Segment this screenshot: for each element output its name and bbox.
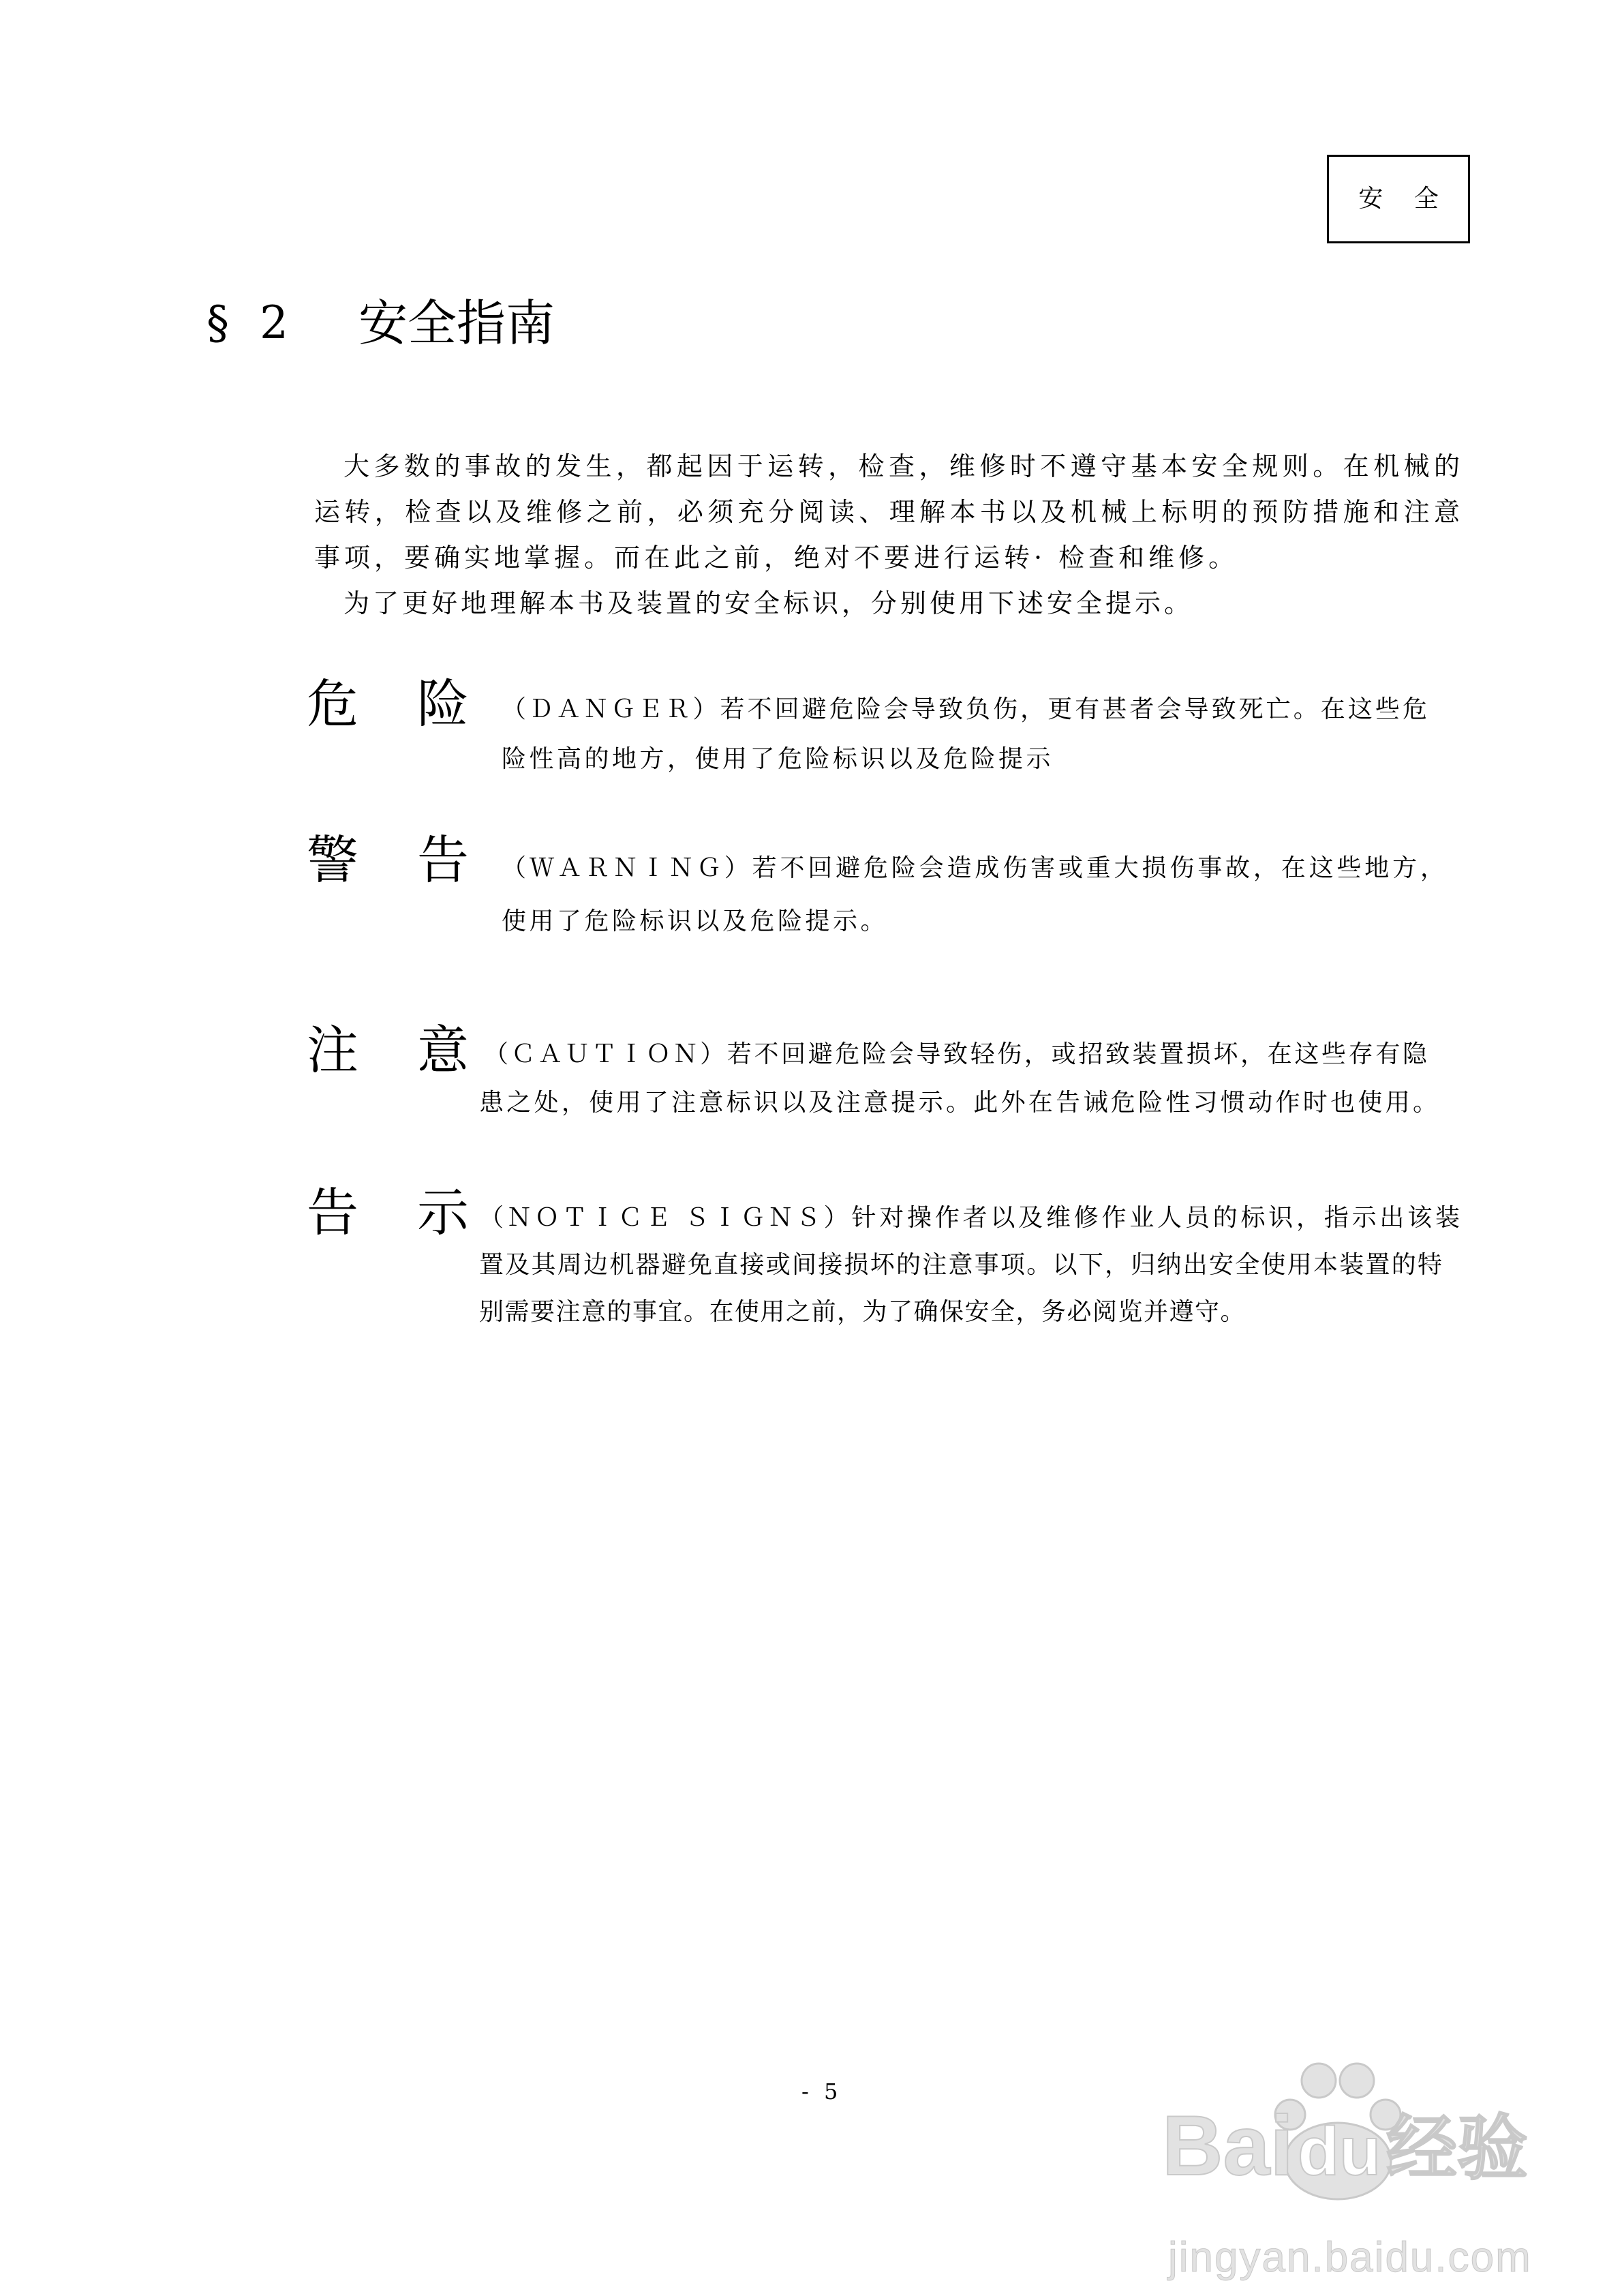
notice-text-line: （ＮＯＴＩＣＥ ＳＩＧＮＳ）针对操作者以及维修作业人员的标识，指示出该装 [479, 1204, 1460, 1232]
caution-text-line: 患之处，使用了注意标识以及注意提示。此外在告诫危险性习惯动作时也使用。 [479, 1089, 1437, 1117]
intro-line: 为了更好地理解本书及装置的安全标识，分别使用下述安全提示。 [343, 588, 1194, 618]
watermark-brand-left: Bai [1162, 2099, 1294, 2193]
warning-text-line: 使用了危险标识以及危险提示。 [502, 907, 889, 935]
warning-label-char: 告 [417, 830, 469, 890]
danger-text-line: 险性高的地方，使用了危险标识以及危险提示 [502, 745, 1054, 773]
section-tag-label: 安 全 [1358, 185, 1450, 213]
danger-label-char: 危 [307, 674, 358, 734]
warning-label-char: 警 [307, 830, 358, 890]
section-tag-box [1327, 155, 1470, 243]
warning-text-line: （ＷＡＲＮＩＮＧ）若不回避危险会造成伤害或重大损伤事故，在这些地方， [502, 854, 1445, 882]
watermark-brand-right: 经验 [1386, 2109, 1529, 2188]
notice-label-char: 告 [307, 1182, 358, 1243]
caution-label-char: 注 [307, 1020, 358, 1081]
notice-text-line: 置及其周边机器避免直接或间接损坏的注意事项。以下，归纳出安全使用本装置的特 [479, 1251, 1442, 1279]
caution-text-line: （ＣＡＵＴＩＯＮ）若不回避危险会导致轻伤，或招致装置损坏，在这些存有隐 [484, 1040, 1427, 1068]
danger-label-char: 险 [417, 674, 469, 734]
page-title: 安全指南 [358, 294, 555, 352]
intro-line: 大多数的事故的发生，都起因于运转，检查，维修时不遵守基本安全规则。在机械的 [343, 451, 1460, 481]
caution-label-char: 意 [417, 1020, 469, 1081]
notice-label-char: 示 [417, 1182, 469, 1243]
intro-line: 运转，检查以及维修之前，必须充分阅读、理解本书以及机械上标明的预防措施和注意 [314, 497, 1460, 527]
notice-text-line: 别需要注意的事宜。在使用之前，为了确保安全，务必阅览并遵守。 [479, 1298, 1246, 1326]
section-number: § 2 [206, 297, 296, 349]
page-number: - 5 [801, 2079, 842, 2104]
watermark-url: jingyan.baidu.com [1168, 2234, 1532, 2281]
intro-line: 事项，要确实地掌握。而在此之前，绝对不要进行运转· 检查和维修。 [314, 543, 1239, 573]
danger-text-line: （ＤＡＮＧＥＲ）若不回避危险会导致负伤，更有甚者会导致死亡。在这些危 [502, 695, 1427, 723]
watermark-brand-paw-text: du [1298, 2113, 1381, 2190]
